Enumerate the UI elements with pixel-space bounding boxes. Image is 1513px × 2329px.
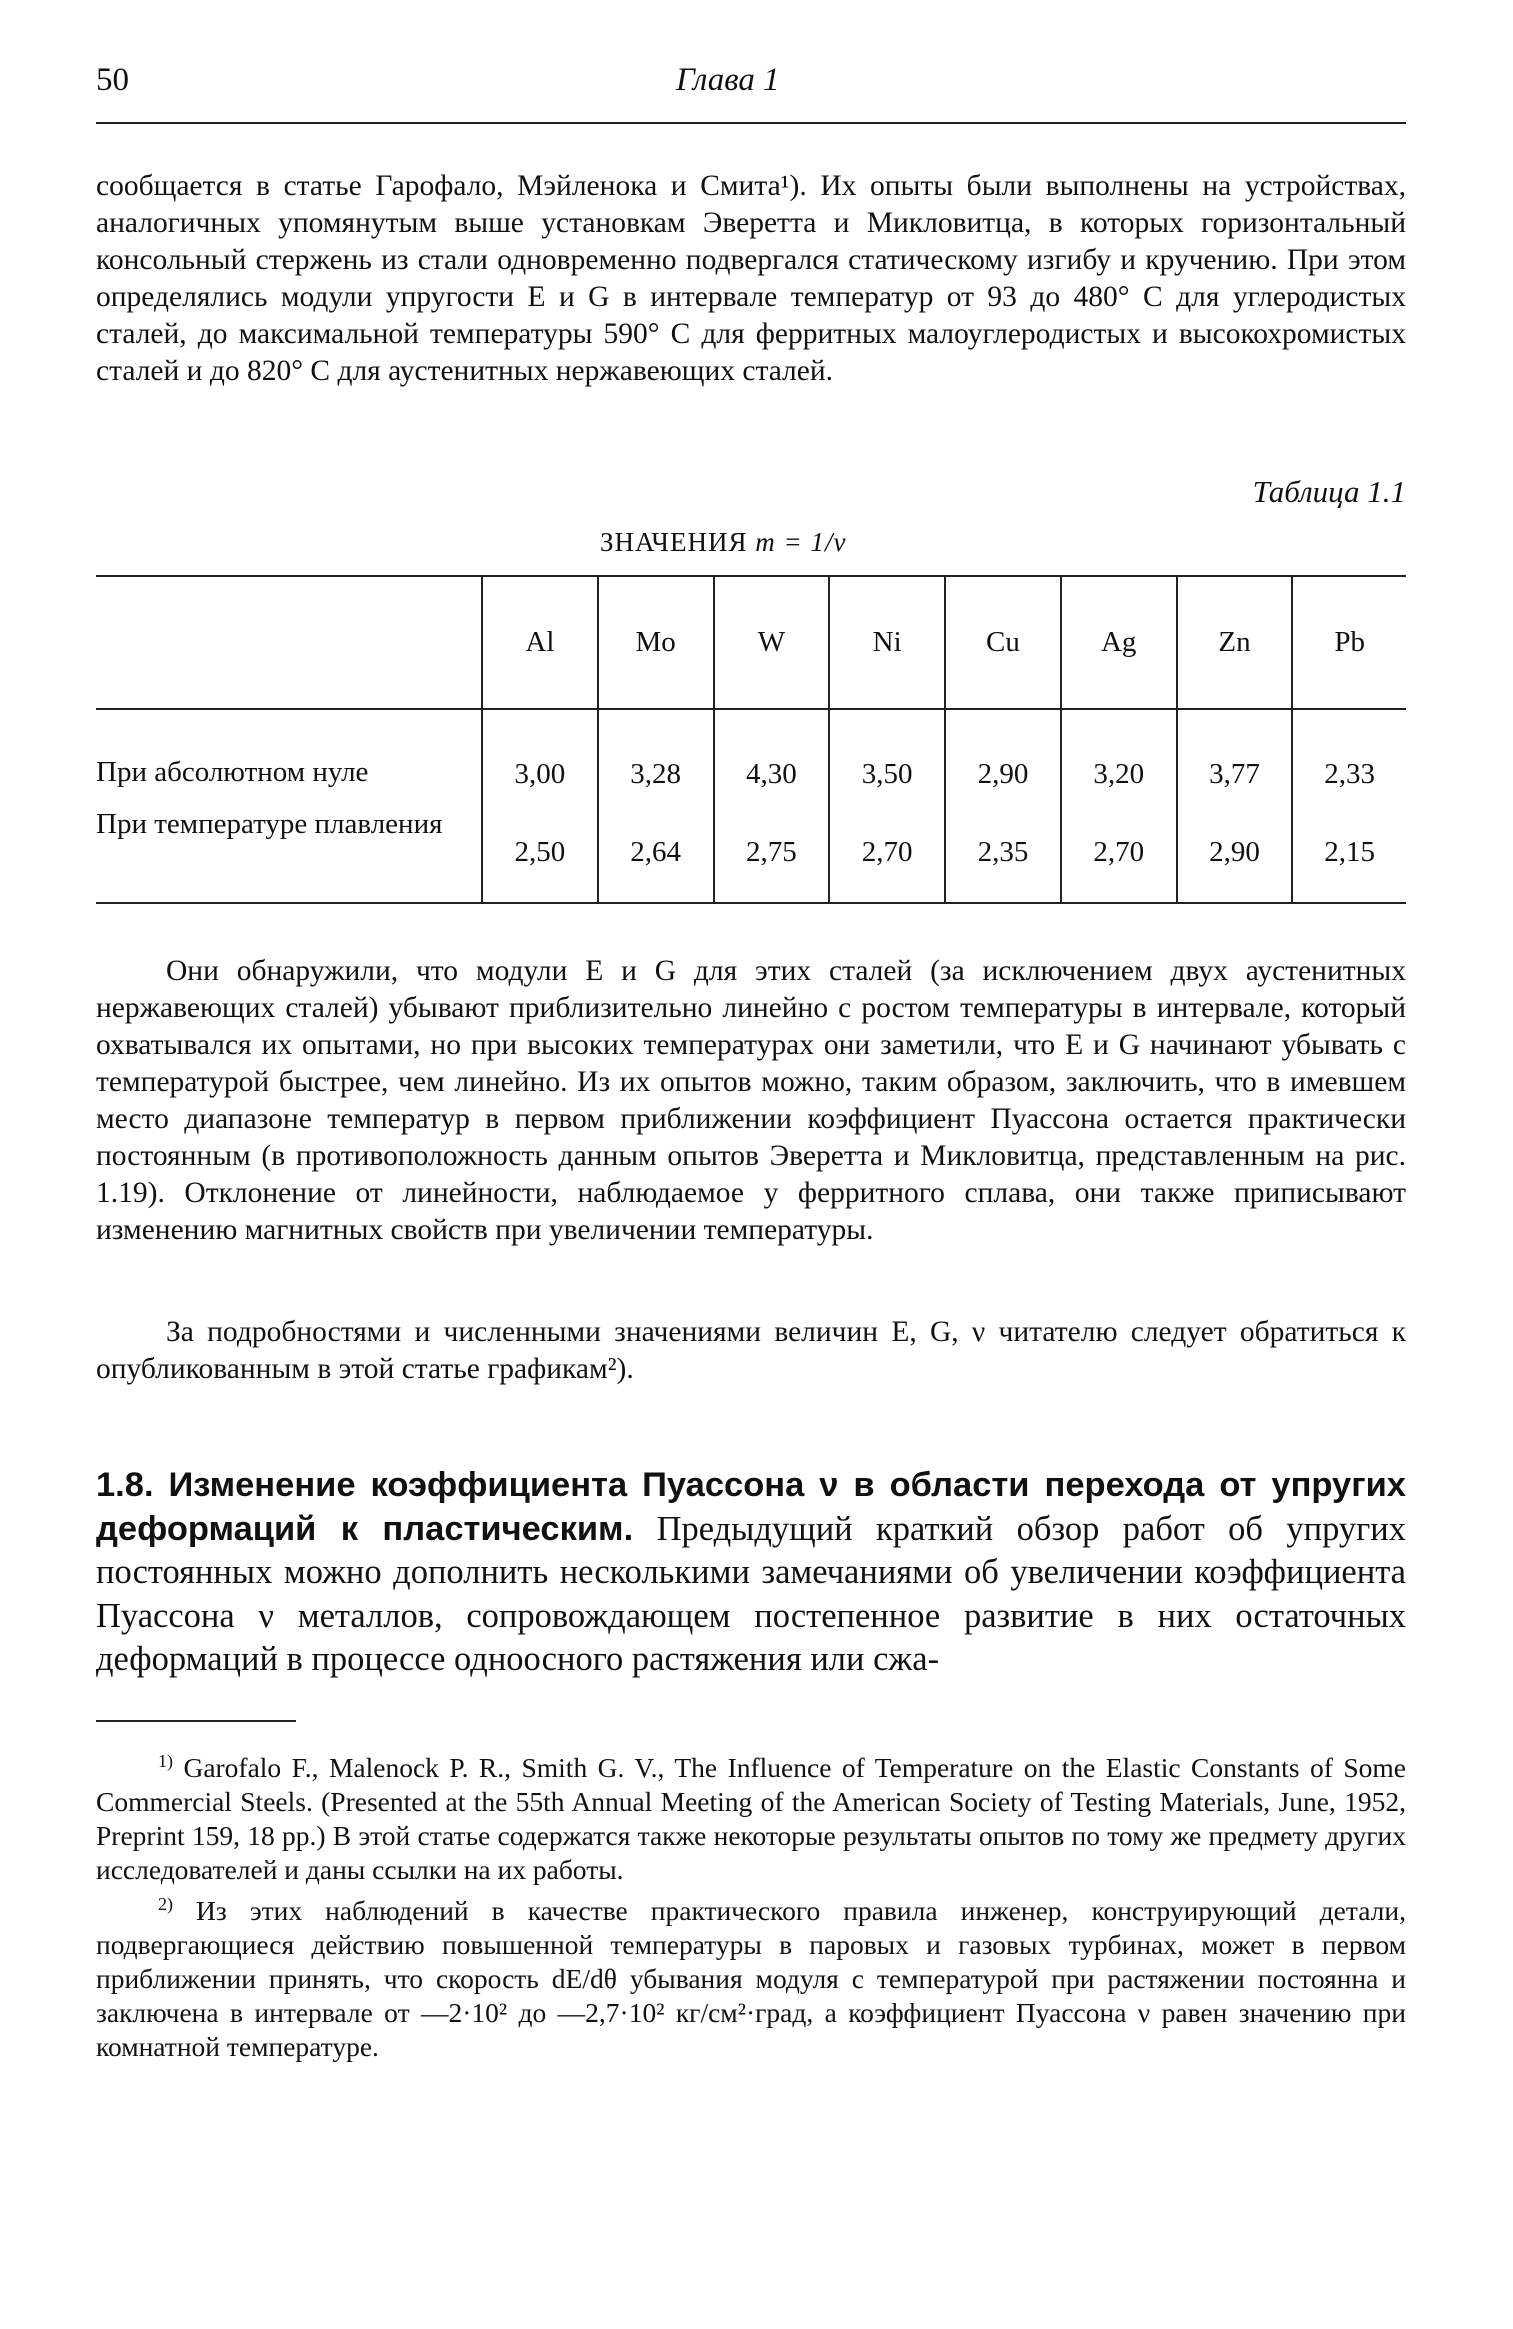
table-cell: 2,35 bbox=[945, 803, 1061, 903]
row-label: При температуре плавления bbox=[96, 803, 482, 903]
footnote-mark: 2) bbox=[158, 1894, 173, 1915]
page-header bbox=[96, 62, 1406, 124]
table-cell: 3,28 bbox=[598, 709, 714, 803]
column-header: Mo bbox=[598, 576, 714, 709]
footnote-1 bbox=[96, 1744, 1406, 1887]
column-header: Al bbox=[482, 576, 598, 709]
table-corner-cell bbox=[96, 576, 482, 709]
column-header: W bbox=[714, 576, 830, 709]
footnote-text: Garofalo F., Malenock P. R., Smith G. V., The Influence of Temperature on the Elastic Constants of Some Commercial Steels. (Presented at the 55th Annual Meeting of the American Society of Testing Materials, June, 1952, Preprint 159, 18 pp.) В этой статье содержатся также некоторые результаты опытов по тому же предмету других исследователей и даны ссылки на их работы. bbox=[96, 1752, 1406, 1886]
table-cell: 3,77 bbox=[1177, 709, 1293, 803]
table-title bbox=[600, 527, 846, 558]
table-title-prefix: ЗНАЧЕНИЯ bbox=[600, 527, 756, 557]
table-row bbox=[96, 803, 1406, 903]
table-row bbox=[96, 709, 1406, 803]
footnote-text: Из этих наблюдений в качестве практического правила инженер, конструирующий детали, подвергающиеся действию повышенной температуры в паровых и газовых турбинах, может в первом приближении принять, что скорость dE/dθ убывания модуля с температурой при растяжении постоянна и заключена в интервале от —2·10² до —2,7·10² кг/см²·град, а коэффициент Пуассона ν равен значению при комнатной температуре. bbox=[96, 1895, 1406, 2063]
page-number: 50 bbox=[96, 62, 129, 98]
table-cell: 4,30 bbox=[714, 709, 830, 803]
column-header: Ni bbox=[829, 576, 945, 709]
table-header-row bbox=[96, 576, 1406, 709]
section-text: Предыдущий краткий обзор работ об упругих постоянных можно дополнить несколькими замечаниями об увеличении коэффициента Пуассона ν металлов, сопровождающем постепенное развитие в них остаточных деформаций в процессе одноосного растяжения или сжа- bbox=[96, 1509, 1406, 1678]
section-1-8 bbox=[96, 1464, 1406, 1682]
paragraph-2: Они обнаружили, что модули E и G для этих сталей (за исключением двух аустенитных нержавеющих сталей) убывают приблизительно линейно с ростом температуры в интервале, который охватывался их опытами, но при высоких температурах они заметили, что E и G начинают убывать с температурой быстрее, чем линейно. Из их опытов можно, таким образом, заключить, что в имевшем место диапазоне температур в первом приближении коэффициент Пуассона остается практически постоянным (в противоположность данным опытов Эверетта и Микловитца, представленным на рис. 1.19). Отклонение от линейности, наблюдаемое у ферритного сплава, они также приписывают изменению магнитных свойств при увеличении температуры. bbox=[96, 955, 1406, 1246]
section-heading: 1.8. Изменение коэффициента Пуассона ν в области перехода от упругих деформаций к пластическим. bbox=[96, 1466, 1406, 1548]
footnote-divider bbox=[96, 1720, 296, 1722]
paragraph-3: За подробностями и численными значениями величин E, G, ν читателю следует обратиться к опубликованным в этой статье графикам²). bbox=[96, 1316, 1406, 1385]
table-title-formula: m = 1/ν bbox=[755, 527, 847, 557]
table-cell: 3,50 bbox=[829, 709, 945, 803]
column-header: Zn bbox=[1177, 576, 1293, 709]
column-header: Pb bbox=[1292, 576, 1406, 709]
table-cell: 2,50 bbox=[482, 803, 598, 903]
footnote-2 bbox=[96, 1887, 1406, 2064]
footnote-mark: 1) bbox=[158, 1751, 173, 1771]
column-header: Ag bbox=[1061, 576, 1177, 709]
table-cell: 2,90 bbox=[1177, 803, 1293, 903]
table-cell: 2,90 bbox=[945, 709, 1061, 803]
table-cell: 2,70 bbox=[1061, 803, 1177, 903]
table-label: Таблица 1.1 bbox=[1252, 474, 1406, 509]
table-cell: 2,70 bbox=[829, 803, 945, 903]
table-cell: 2,15 bbox=[1292, 803, 1406, 903]
table-cell: 2,64 bbox=[598, 803, 714, 903]
values-table bbox=[96, 575, 1406, 904]
column-header: Cu bbox=[945, 576, 1061, 709]
table-cell: 2,75 bbox=[714, 803, 830, 903]
paragraph-1: сообщается в статье Гарофало, Мэйленока и Смита¹). Их опыты были выполнены на устройствах, аналогичных упомянутым выше установкам Эверетта и Микловитца, в которых горизонтальный консольный стержень из стали одновременно подвергался статическому изгибу и кручению. При этом определялись модули упругости E и G в интервале температур от 93 до 480° C для углеродистых сталей, до максимальной температуры 590° C для ферритных малоуглеродистых и высокохромистых сталей и до 820° C для аустенитных нержавеющих сталей. bbox=[96, 170, 1406, 387]
chapter-title: Глава 1 bbox=[676, 62, 780, 98]
table-cell: 3,20 bbox=[1061, 709, 1177, 803]
footnotes bbox=[96, 1744, 1406, 2064]
table-cell: 3,00 bbox=[482, 709, 598, 803]
row-label: При абсолютном нуле bbox=[96, 756, 369, 788]
table-cell: 2,33 bbox=[1292, 709, 1406, 803]
